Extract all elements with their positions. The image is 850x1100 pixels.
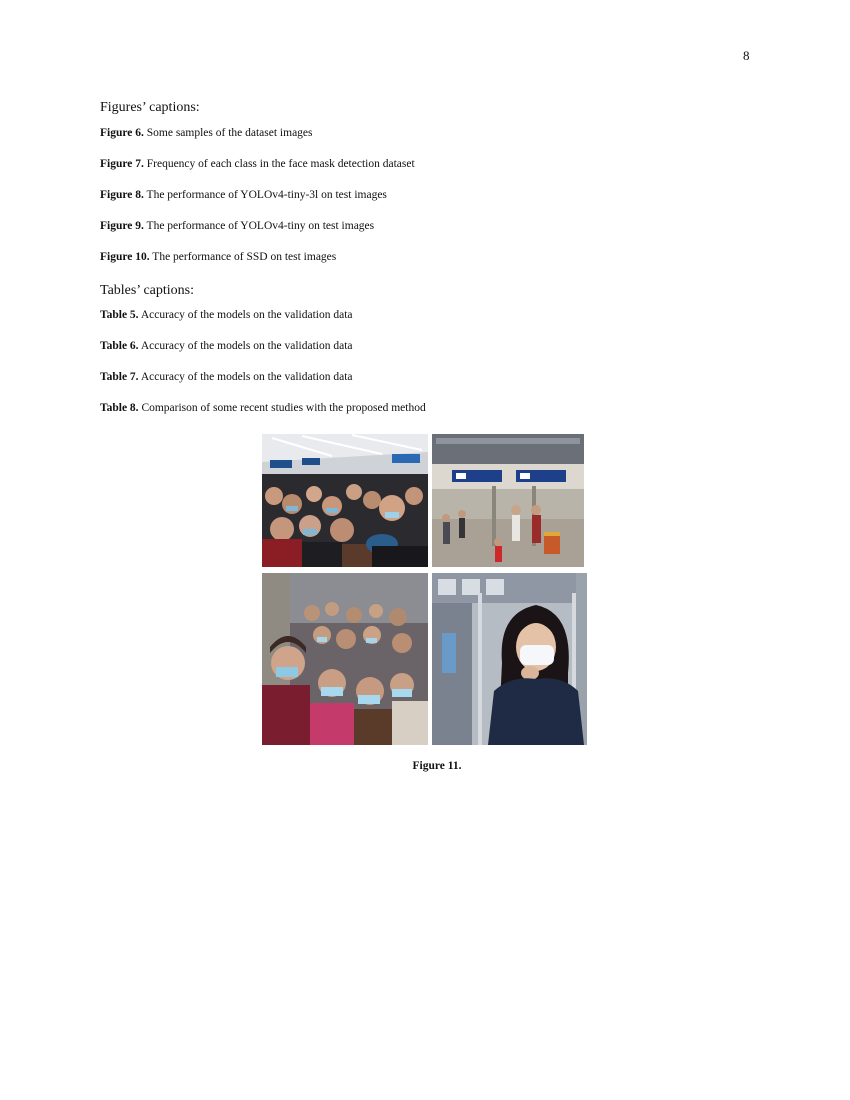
caption-text: Comparison of some recent studies with the proposed method (141, 402, 426, 414)
figure-caption (100, 251, 336, 263)
caption-text: The performance of SSD on test images (152, 251, 337, 263)
figure-caption (100, 127, 313, 139)
figure-caption (100, 189, 387, 201)
figure-11-label: Figure 11. (412, 760, 462, 772)
caption-label: Figure 7. (100, 158, 144, 170)
table-caption (100, 402, 426, 414)
caption-text: The performance of YOLOv4-tiny-3l on test images (146, 189, 387, 201)
figure-caption (100, 220, 374, 232)
dataset-photo-crowd-terminal (262, 434, 428, 567)
caption-text: Some samples of the dataset images (146, 127, 313, 139)
caption-text: The performance of YOLOv4-tiny on test images (146, 220, 375, 232)
caption-label: Table 6. (100, 340, 139, 352)
caption-label: Figure 10. (100, 251, 150, 263)
caption-text: Accuracy of the models on the validation data (140, 371, 353, 383)
caption-label: Figure 9. (100, 220, 144, 232)
table-caption (100, 371, 353, 383)
figure-caption (100, 158, 415, 170)
dataset-photo-airport-hall (432, 434, 584, 567)
figures-captions-heading: Figures’ captions: (100, 100, 200, 115)
dataset-photo-elderly-crowd (262, 573, 428, 745)
caption-text: Accuracy of the models on the validation data (140, 340, 353, 352)
table-caption (100, 309, 353, 321)
caption-label: Table 7. (100, 371, 139, 383)
table-caption (100, 340, 353, 352)
tables-captions-heading: Tables’ captions: (100, 283, 195, 298)
dataset-photo-woman-train (432, 573, 587, 745)
caption-label: Table 5. (100, 309, 139, 321)
page-number: 8 (743, 48, 750, 63)
caption-label: Figure 8. (100, 189, 144, 201)
caption-text: Accuracy of the models on the validation data (140, 309, 353, 321)
caption-label: Figure 6. (100, 127, 144, 139)
caption-text: Frequency of each class in the face mask detection dataset (146, 158, 415, 170)
caption-label: Table 8. (100, 402, 139, 414)
